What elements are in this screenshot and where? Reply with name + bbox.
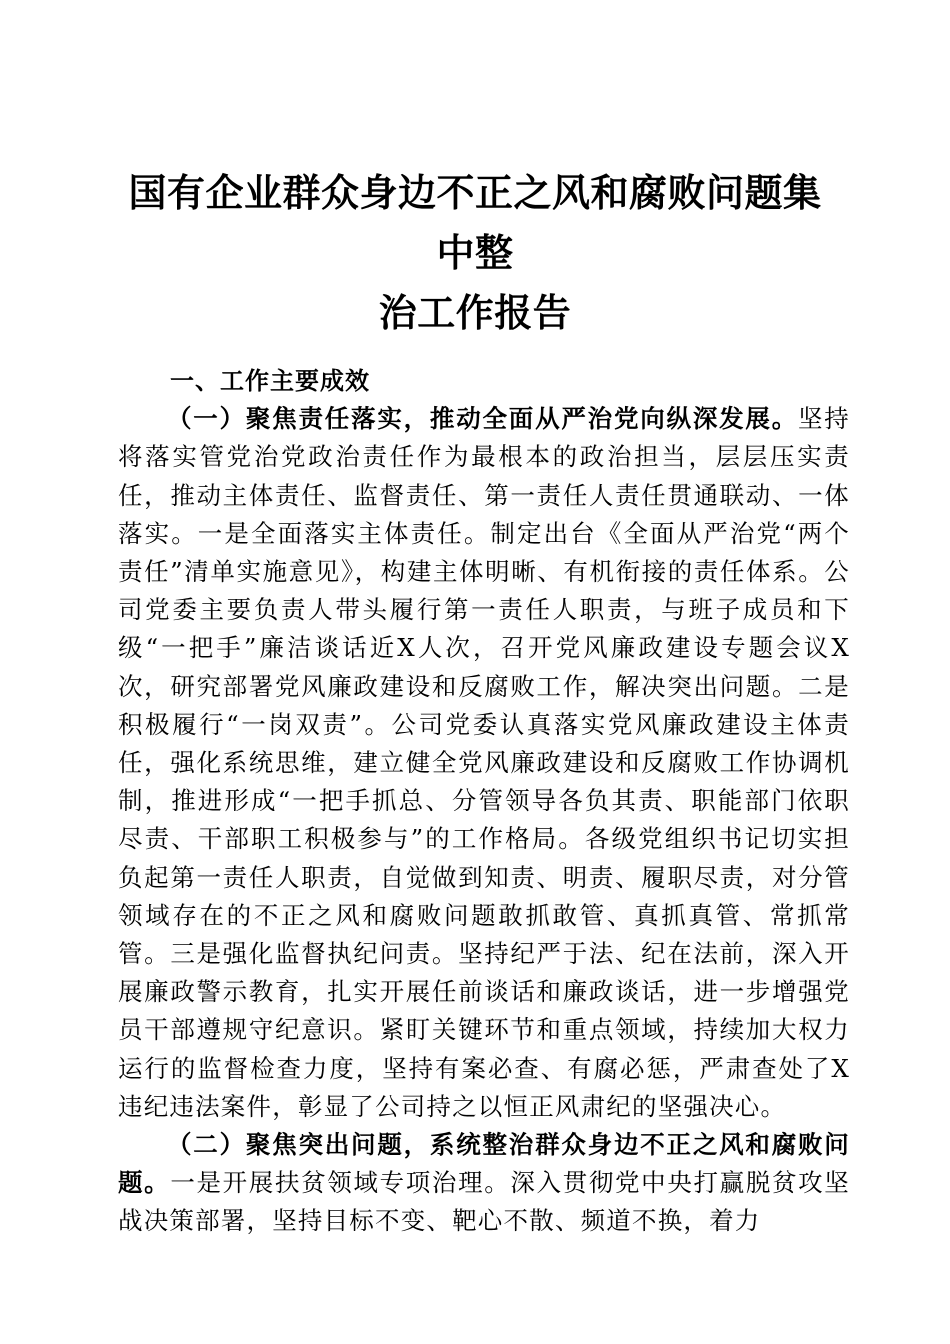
title-line-1: 国有企业群众身边不正之风和腐败问题集中整 <box>128 170 822 275</box>
paragraph-1-body: 坚持将落实管党治党政治责任作为最根本的政治担当，层层压实责任，推动主体责任、监督责任、第一责任人责任贯通联动、一体落实。一是全面落实主体责任。制定出台《全面从严治党“两个责任”清单实施意见》，构建主体明晰、有机衔接的责任体系。公司党委主要负责人带头履行第一责任人职责，与班子成员和下级“一把手”廉洁谈话近X人次，召开党风廉政建设专题会议X次，研究部署党风廉政建设和反腐败工作，解决突出问题。二是积极履行“一岗双责”。公司党委认真落实党风廉政建设主体责任，强化系统思维，建立健全党风廉政建设和反腐败工作协调机制，推进形成“一把手抓总、分管领导各负其责、职能部门依职尽责、干部职工积极参与”的工作格局。各级党组织书记切实担负起第一责任人职责，自觉做到知责、明责、履职尽责，对分管领域存在的不正之风和腐败问题敢抓敢管、真抓真管、常抓常管。三是强化监督执纪问责。坚持纪严于法、纪在法前，深入开展廉政警示教育，扎实开展任前谈话和廉政谈话，进一步增强党员干部遵规守纪意识。紧盯关键环节和重点领域，持续加大权力运行的监督检查力度，坚持有案必查、有腐必惩，严肃查处了X违纪违法案件，彰显了公司持之以恒正风肃纪的坚强决心。 <box>118 404 850 1121</box>
title-line-2: 治工作报告 <box>378 290 572 335</box>
document-body <box>118 362 850 1241</box>
paragraph-2-lead: （二）聚焦突出问题，系统整治群众身边不正之风和腐败问题。 <box>118 1130 850 1198</box>
paragraph-2-body: 一是开展扶贫领域专项治理。深入贯彻党中央打赢脱贫攻坚战决策部署，坚持目标不变、靶心不散、频道不换，着力 <box>118 1168 850 1236</box>
document-title <box>110 163 840 343</box>
paragraph-1 <box>118 400 850 1126</box>
paragraph-2 <box>118 1126 850 1241</box>
paragraph-1-lead: （一）聚焦责任落实，推动全面从严治党向纵深发展。 <box>167 404 798 434</box>
section-heading-1: 一、工作主要成效 <box>170 367 370 395</box>
